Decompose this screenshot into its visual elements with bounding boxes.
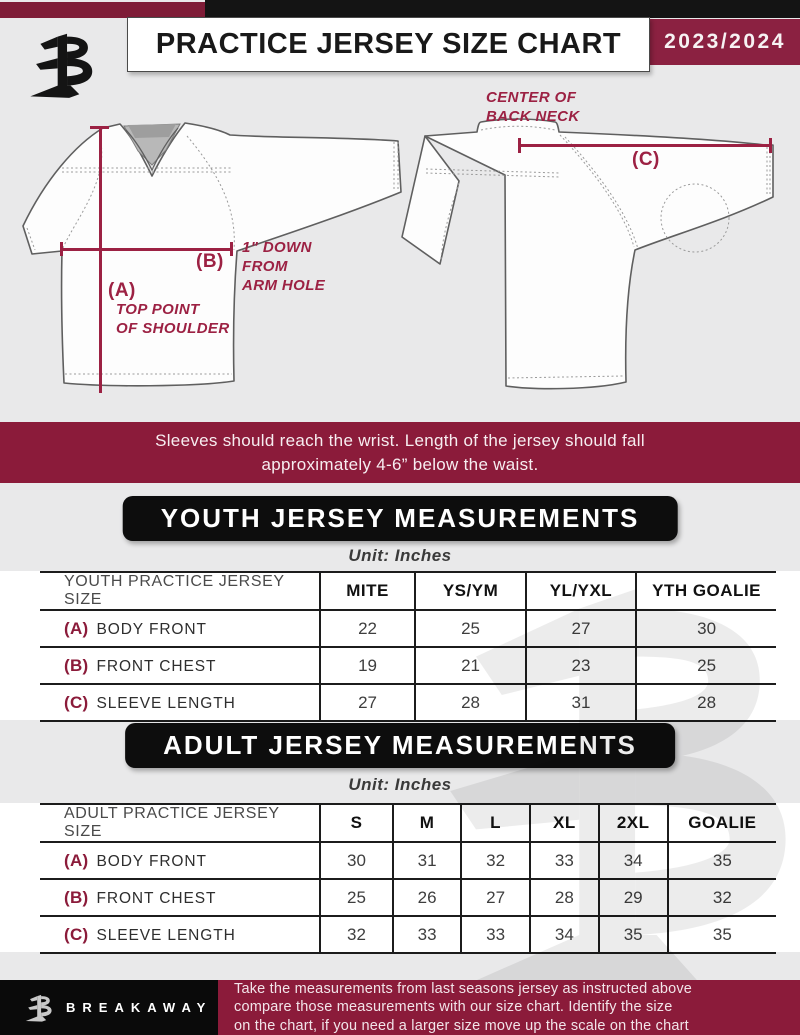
measurement-value: 35 — [668, 842, 776, 879]
season-label: 2023/2024 — [664, 30, 786, 53]
measurement-value: 28 — [636, 684, 776, 721]
measurement-value: 19 — [320, 647, 416, 684]
table-row — [40, 842, 776, 879]
footer-instruction-line3: on the chart, if you need a larger size move up the scale on the chart — [234, 1017, 689, 1034]
measure-line-B-left-tick — [60, 242, 63, 256]
youth-size-table — [40, 571, 776, 722]
table-corner-header: ADULT PRACTICE JERSEY SIZE — [64, 805, 280, 840]
note-B: 1" DOWN FROM ARM HOLE — [242, 239, 326, 294]
header-and-diagram-section — [0, 0, 800, 422]
table-row — [40, 684, 776, 721]
size-column-header: XL — [530, 804, 598, 842]
footer-instructions — [218, 980, 800, 1035]
table-row — [40, 610, 776, 647]
size-column-header: YS/YM — [415, 572, 525, 610]
table-header-row — [40, 804, 776, 842]
measurement-value: 34 — [599, 842, 668, 879]
size-column-header: L — [461, 804, 530, 842]
size-column-header: 2XL — [599, 804, 668, 842]
measurement-value: 27 — [461, 879, 530, 916]
adult-unit-label: Unit: Inches — [348, 775, 452, 794]
measurement-label: (B) FRONT CHEST — [64, 655, 217, 675]
measurement-value: 32 — [320, 916, 394, 953]
measurement-label: (C) SLEEVE LENGTH — [64, 924, 236, 944]
measurement-value: 29 — [599, 879, 668, 916]
measurement-label: (B) FRONT CHEST — [64, 887, 217, 907]
measurement-value: 32 — [668, 879, 776, 916]
measurement-value: 23 — [526, 647, 636, 684]
measurement-label: (A) BODY FRONT — [64, 618, 207, 638]
measurements-section — [0, 483, 800, 980]
season-badge — [650, 19, 800, 65]
measurement-value: 27 — [526, 610, 636, 647]
measurement-value: 33 — [393, 916, 461, 953]
jersey-back-view-illustration — [393, 103, 795, 403]
fit-notice-banner — [0, 422, 800, 483]
measurement-value: 30 — [320, 842, 394, 879]
measurement-value: 28 — [530, 879, 598, 916]
measurement-value: 35 — [668, 916, 776, 953]
table-row — [40, 647, 776, 684]
measurement-value: 27 — [320, 684, 416, 721]
fit-notice-line2: approximately 4-6” below the waist. — [261, 454, 539, 474]
measurement-value: 31 — [393, 842, 461, 879]
size-column-header: MITE — [320, 572, 416, 610]
measurement-value: 26 — [393, 879, 461, 916]
adult-size-table — [40, 803, 776, 954]
breakaway-logo-icon — [26, 24, 98, 104]
measurement-label: (A) BODY FRONT — [64, 850, 207, 870]
measurement-value: 34 — [530, 916, 598, 953]
measurement-value: 33 — [530, 842, 598, 879]
size-column-header: GOALIE — [668, 804, 776, 842]
breakaway-footer-logo-icon — [24, 991, 54, 1024]
size-column-header: M — [393, 804, 461, 842]
measurement-value: 25 — [320, 879, 394, 916]
footer-brand-block — [0, 980, 218, 1035]
youth-unit-label: Unit: Inches — [348, 546, 452, 565]
label-B: (B) — [196, 251, 224, 272]
note-A: TOP POINT OF SHOULDER — [116, 301, 230, 337]
measurement-value: 25 — [636, 647, 776, 684]
size-column-header: YL/YXL — [526, 572, 636, 610]
header-maroon-strip — [0, 2, 205, 18]
footer-instruction-line2: compare those measurements with our size chart. Identify the size — [234, 999, 673, 1016]
measure-line-C-left-tick — [518, 138, 521, 153]
adult-section-banner: ADULT JERSEY MEASUREMENTS — [125, 723, 675, 768]
table-row — [40, 879, 776, 916]
youth-section-banner: YOUTH JERSEY MEASUREMENTS — [123, 496, 678, 541]
brand-wordmark: BREAKAWAY — [66, 1000, 213, 1015]
measure-line-A-top-tick — [90, 126, 109, 129]
page-title-box — [127, 17, 650, 72]
table-corner-header: YOUTH PRACTICE JERSEY SIZE — [64, 573, 285, 608]
measure-line-C-right-tick — [769, 138, 772, 153]
measurement-value: 25 — [415, 610, 525, 647]
size-column-header: YTH GOALIE — [636, 572, 776, 610]
label-C: (C) — [632, 149, 660, 170]
measurement-value: 22 — [320, 610, 416, 647]
fit-notice-line1: Sleeves should reach the wrist. Length of the jersey should fall — [155, 430, 645, 450]
measure-line-A-vertical — [99, 127, 102, 393]
size-column-header: S — [320, 804, 394, 842]
measurement-value: 32 — [461, 842, 530, 879]
measurement-value: 30 — [636, 610, 776, 647]
table-row — [40, 916, 776, 953]
measurement-value: 33 — [461, 916, 530, 953]
note-C: CENTER OF BACK NECK — [486, 89, 580, 125]
footer-instruction-line1: Take the measurements from last seasons jersey as instructed above — [234, 980, 693, 997]
measure-line-C-horizontal — [519, 144, 772, 147]
header-black-strip — [205, 0, 800, 18]
table-header-row — [40, 572, 776, 610]
footer — [0, 980, 800, 1035]
measurement-label: (C) SLEEVE LENGTH — [64, 692, 236, 712]
measurement-value: 31 — [526, 684, 636, 721]
label-A: (A) — [108, 280, 136, 301]
measurement-value: 35 — [599, 916, 668, 953]
measure-line-B-right-tick — [230, 242, 233, 256]
page-title: PRACTICE JERSEY SIZE CHART — [155, 28, 622, 60]
measurement-value: 28 — [415, 684, 525, 721]
measurement-value: 21 — [415, 647, 525, 684]
